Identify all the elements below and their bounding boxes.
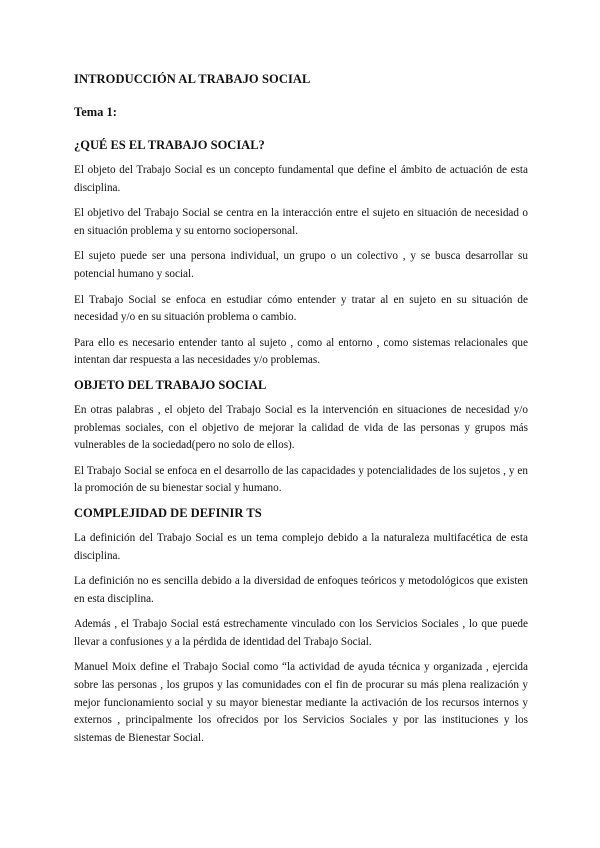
document-page	[74, 72, 528, 755]
section-heading: COMPLEJIDAD DE DEFINIR TS	[74, 505, 262, 520]
paragraph: La definición del Trabajo Social es un tema complejo debido a la naturaleza multifacética de esta disciplina.	[74, 531, 528, 562]
section-complexity-of-defining	[74, 506, 528, 748]
section-object-of-social-work	[74, 378, 528, 498]
document-title: INTRODUCCIÓN AL TRABAJO SOCIAL	[74, 72, 311, 86]
paragraph: Manuel Moix define el Trabajo Social como “la actividad de ayuda técnica y organizada , ejercida sobre las personas , los grupos y las comunidades con el fin de procurar su más plena realización y mejor funcionamiento social y su mayor bienestar mediante la activación de los recursos internos y externos , principalmente los ofrecidos por los Servicios Sociales y por las instituciones y los sistemas de Bienestar Social.	[74, 661, 528, 744]
paragraph: El objetivo del Trabajo Social se centra en la interacción entre el sujeto en situación de necesidad o en situación problema y su entorno sociopersonal.	[74, 207, 528, 237]
paragraph: El objeto del Trabajo Social es un concepto fundamental que define el ámbito de actuación de esta disciplina.	[74, 164, 528, 194]
paragraph: El Trabajo Social se enfoca en el desarrollo de las capacidades y potencialidades de los sujetos , y en la promoción de su bienestar social y humano.	[74, 464, 528, 495]
section-what-is-social-work	[74, 138, 528, 370]
section-heading: ¿QUÉ ES EL TRABAJO SOCIAL?	[74, 138, 265, 152]
section-heading: OBJETO DEL TRABAJO SOCIAL	[74, 377, 267, 392]
paragraph: Además , el Trabajo Social está estrechamente vinculado con los Servicios Sociales , lo que puede llevar a confusiones y a la pérdida de identidad del Trabajo Social.	[74, 618, 528, 648]
paragraph: El sujeto puede ser una persona individual, un grupo o un colectivo , y se busca desarrollar su potencial humano y social.	[74, 250, 528, 280]
paragraph: La definición no es sencilla debido a la diversidad de enfoques teóricos y metodológicos que existen en esta disciplina.	[74, 575, 528, 605]
paragraph: El Trabajo Social se enfoca en estudiar cómo entender y tratar al en sujeto en su situación de necesidad y/o en su situación problema o cambio.	[74, 293, 528, 324]
paragraph: En otras palabras , el objeto del Trabajo Social es la intervención en situaciones de necesidad y/o problemas sociales, con el objetivo de mejorar la calidad de vida de las personas y grupos más vulnerables de la sociedad(pero no solo de ellos).	[74, 403, 528, 452]
topic-label: Tema 1:	[74, 105, 117, 119]
paragraph: Para ello es necesario entender tanto al sujeto , como al entorno , como sistemas relacionales que intentan dar respuesta a las necesidades y/o problemas.	[74, 336, 528, 367]
